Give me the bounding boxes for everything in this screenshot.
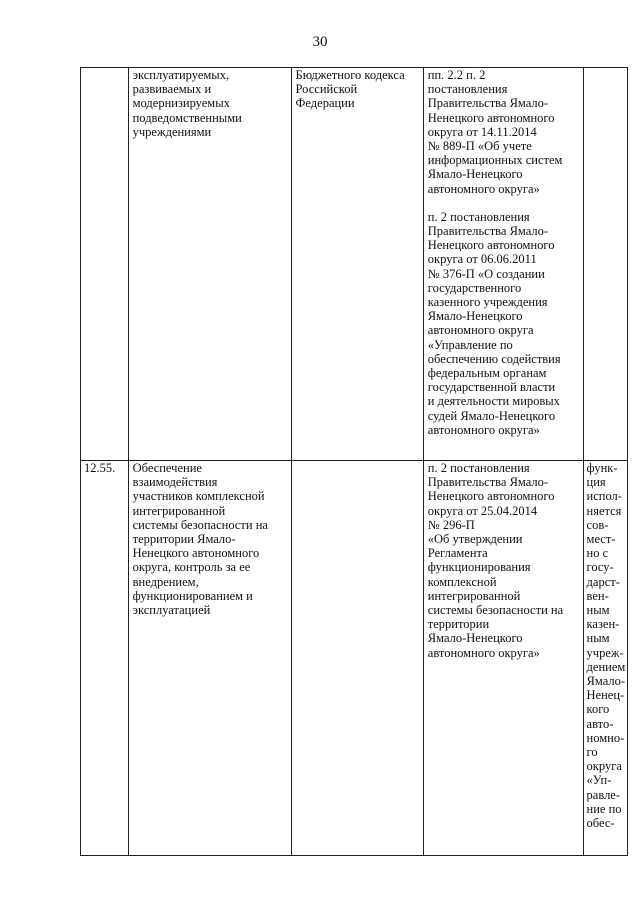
- function-description-cell: [128, 461, 291, 856]
- text-line: равле-: [586, 787, 621, 802]
- legal-basis-cell: [291, 461, 423, 856]
- text-line: Ямало-: [586, 674, 626, 689]
- text-line: территории: [427, 617, 490, 632]
- page-number: 30: [312, 34, 328, 50]
- text-line: округа от 25.04.2014: [427, 503, 538, 518]
- text-line: комплексной: [427, 574, 497, 589]
- text-line: Ненецкого автономного: [427, 110, 555, 125]
- text-line: функ-: [586, 461, 618, 475]
- text-line: Правительства Ямало-: [427, 224, 549, 239]
- regulation-cell: [423, 461, 583, 856]
- text-line: пп. 2.2 п. 2: [427, 68, 486, 82]
- text-line: ным: [586, 603, 610, 618]
- text-line: «Управление по: [427, 337, 513, 352]
- text-line: и деятельности мировых: [427, 394, 560, 409]
- text-line: автономного округа»: [427, 645, 540, 660]
- regulation-cell: [423, 68, 583, 461]
- text-line: п. 2 постановления: [427, 209, 530, 224]
- text-line: казенного учреждения: [427, 295, 548, 310]
- text-line: ние по: [586, 801, 622, 816]
- text-line: Ненец-: [586, 688, 625, 703]
- text-line: № 889-П «Об учете: [427, 139, 532, 154]
- text-line: Федерации: [295, 96, 355, 111]
- text-line: п. 2 постановления: [427, 461, 530, 475]
- text-line: автономного округа: [427, 323, 534, 338]
- text-line: номно-: [586, 730, 625, 745]
- table-row: [81, 68, 628, 461]
- note-cell: [583, 461, 627, 856]
- text-line: госу-: [586, 560, 614, 575]
- text-line: Регламента: [427, 546, 488, 561]
- text-line: информационных систем: [427, 153, 563, 168]
- text-line: авто-: [586, 716, 614, 731]
- table-row: [81, 461, 628, 856]
- text-line: но с: [586, 546, 609, 561]
- text-line: взаимодействия: [132, 475, 218, 490]
- text-line: функционирования: [427, 560, 531, 575]
- text-line: функционированием и: [132, 588, 253, 603]
- function-description-cell: [128, 68, 291, 461]
- text-line: Ненецкого автономного: [427, 489, 555, 504]
- text-line: округа: [586, 759, 622, 774]
- text-line: «Уп-: [586, 773, 612, 788]
- text-line: казен-: [586, 617, 620, 632]
- text-line: Российской: [295, 82, 358, 97]
- text-line: развиваемых и: [132, 82, 212, 97]
- text-line: учреж-: [586, 645, 624, 660]
- legal-basis-cell: [291, 68, 423, 461]
- text-line: государственного: [427, 280, 522, 295]
- text-line: дарст-: [586, 574, 620, 589]
- text-line: интегрированной: [132, 503, 226, 518]
- text-line: системы безопасности на: [427, 603, 564, 618]
- text-line: «Об утверждении: [427, 532, 523, 547]
- text-line: Ненецкого автономного: [427, 238, 555, 253]
- text-line: подведомственными: [132, 110, 242, 125]
- text-line: федеральным органам: [427, 366, 547, 381]
- text-line: вен-: [586, 588, 609, 603]
- text-line: няется: [586, 503, 622, 518]
- row-number-cell: [81, 68, 129, 461]
- text-line: испол-: [586, 489, 622, 504]
- text-line: автономного округа»: [427, 181, 540, 196]
- regulation-block: [428, 68, 579, 196]
- text-line: ным: [586, 631, 610, 646]
- text-line: мест-: [586, 532, 616, 547]
- row-number: 12.55.: [84, 461, 116, 475]
- text-line: кого: [586, 702, 610, 717]
- text-line: судей Ямало-Ненецкого: [427, 408, 556, 423]
- text-line: № 296-П: [427, 517, 475, 532]
- text-line: дением: [586, 659, 626, 674]
- text-line: округа от 06.06.2011: [427, 252, 537, 267]
- text-line: системы безопасности на: [132, 517, 268, 532]
- text-line: Обеспечение: [132, 461, 202, 475]
- text-line: эксплуатацией: [132, 603, 211, 618]
- text-line: Бюджетного кодекса: [295, 68, 405, 82]
- text-line: участников комплексной: [132, 489, 265, 504]
- text-line: автономного округа»: [427, 422, 540, 437]
- document-table: [80, 67, 628, 856]
- text-line: № 376-П «О создании: [427, 266, 545, 281]
- text-line: Правительства Ямало-: [427, 96, 549, 111]
- text-line: сов-: [586, 517, 609, 532]
- text-line: обеспечению содействия: [427, 351, 561, 366]
- regulation-block: [428, 210, 579, 437]
- text-line: эксплуатируемых,: [132, 68, 230, 82]
- text-line: внедрением,: [132, 574, 199, 589]
- text-line: модернизируемых: [132, 96, 230, 111]
- text-line: учреждениями: [132, 124, 212, 139]
- text-line: обес-: [586, 816, 615, 831]
- text-line: интегрированной: [427, 588, 521, 603]
- text-line: Ямало-Ненецкого: [427, 309, 523, 324]
- text-line: Ненецкого автономного: [132, 546, 260, 561]
- text-line: постановления: [427, 82, 508, 97]
- text-line: Правительства Ямало-: [427, 475, 549, 490]
- text-line: ция: [586, 475, 606, 490]
- text-line: округа, контроль за ее: [132, 560, 251, 575]
- row-number-cell: [81, 461, 129, 856]
- text-line: округа от 14.11.2014: [427, 124, 537, 139]
- text-line: го: [586, 745, 598, 760]
- text-line: Ямало-Ненецкого: [427, 631, 523, 646]
- text-line: государственной власти: [427, 380, 556, 395]
- text-line: Ямало-Ненецкого: [427, 167, 523, 182]
- text-line: территории Ямало-: [132, 532, 236, 547]
- note-cell: [583, 68, 627, 461]
